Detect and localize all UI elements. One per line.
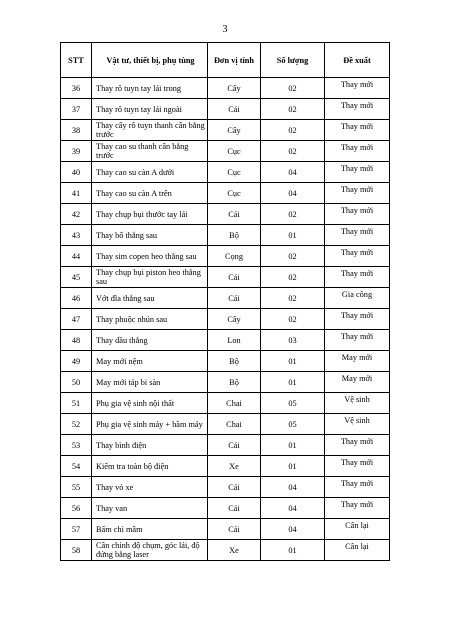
row-stt: 45 <box>61 267 92 288</box>
row-unit: Cọng <box>208 246 261 267</box>
row-proposal: Thay mới <box>325 267 390 288</box>
row-item-name: Thay bình điện <box>92 435 208 456</box>
row-stt: 41 <box>61 183 92 204</box>
table-row <box>61 141 390 162</box>
row-unit: Xe <box>208 456 261 477</box>
row-proposal: Thay mới <box>325 435 390 456</box>
table-row <box>61 246 390 267</box>
row-unit: Bộ <box>208 372 261 393</box>
row-proposal: Thay mới <box>325 498 390 519</box>
row-quantity: 01 <box>261 351 325 372</box>
row-stt: 49 <box>61 351 92 372</box>
row-quantity: 05 <box>261 414 325 435</box>
table-row <box>61 225 390 246</box>
row-stt: 46 <box>61 288 92 309</box>
row-proposal: May mới <box>325 372 390 393</box>
row-stt: 47 <box>61 309 92 330</box>
row-item-name: Bấm chì mâm <box>92 519 208 540</box>
table-row <box>61 435 390 456</box>
row-stt: 38 <box>61 120 92 141</box>
table-row <box>61 99 390 120</box>
row-item-name: Thay cao su càn A trên <box>92 183 208 204</box>
row-stt: 56 <box>61 498 92 519</box>
row-unit: Cái <box>208 204 261 225</box>
row-unit: Chai <box>208 414 261 435</box>
row-quantity: 03 <box>261 330 325 351</box>
row-item-name: Thay phuộc nhún sau <box>92 309 208 330</box>
table-row <box>61 456 390 477</box>
row-quantity: 02 <box>261 78 325 99</box>
row-item-name: Phụ gia vệ sinh nội thất <box>92 393 208 414</box>
row-item-name: May mới nệm <box>92 351 208 372</box>
row-proposal: May mới <box>325 351 390 372</box>
row-item-name: Thay cây rô tuyn thanh cân bằng trước <box>92 120 208 141</box>
row-item-name: Thay sim copen heo thắng sau <box>92 246 208 267</box>
row-quantity: 04 <box>261 183 325 204</box>
row-unit: Bộ <box>208 225 261 246</box>
row-quantity: 01 <box>261 372 325 393</box>
row-quantity: 02 <box>261 246 325 267</box>
page-number: 3 <box>222 24 228 35</box>
row-unit: Cục <box>208 141 261 162</box>
row-stt: 54 <box>61 456 92 477</box>
row-proposal: Thay mới <box>325 162 390 183</box>
table-row <box>61 414 390 435</box>
row-stt: 50 <box>61 372 92 393</box>
row-quantity: 01 <box>261 225 325 246</box>
row-quantity: 04 <box>261 162 325 183</box>
row-proposal: Thay mới <box>325 330 390 351</box>
row-quantity: 01 <box>261 435 325 456</box>
row-stt: 39 <box>61 141 92 162</box>
row-unit: Cái <box>208 288 261 309</box>
row-quantity: 04 <box>261 519 325 540</box>
row-unit: Cái <box>208 477 261 498</box>
row-item-name: May mới táp bi sàn <box>92 372 208 393</box>
row-item-name: Thay cao su thanh cân bằng trước <box>92 141 208 162</box>
row-proposal: Thay mới <box>325 309 390 330</box>
row-quantity: 04 <box>261 498 325 519</box>
row-unit: Cái <box>208 267 261 288</box>
row-proposal: Thay mới <box>325 204 390 225</box>
table-row <box>61 477 390 498</box>
row-stt: 40 <box>61 162 92 183</box>
row-proposal: Thay mới <box>325 456 390 477</box>
row-unit: Cái <box>208 99 261 120</box>
row-unit: Cái <box>208 498 261 519</box>
row-quantity: 02 <box>261 267 325 288</box>
row-unit: Cục <box>208 162 261 183</box>
table-row <box>61 540 390 561</box>
row-quantity: 02 <box>261 141 325 162</box>
row-item-name: Thay rô tuyn tay lái ngoài <box>92 99 208 120</box>
table-row <box>61 204 390 225</box>
row-item-name: Phụ gia vệ sinh máy + hầm máy <box>92 414 208 435</box>
row-unit: Lon <box>208 330 261 351</box>
table-row <box>61 78 390 99</box>
row-item-name: Cân chỉnh độ chụm, góc lái, độ đứng bằng laser <box>92 540 208 561</box>
row-stt: 51 <box>61 393 92 414</box>
row-unit: Cục <box>208 183 261 204</box>
row-stt: 44 <box>61 246 92 267</box>
table-row <box>61 120 390 141</box>
table-row <box>61 351 390 372</box>
header-proposal: Đề xuất <box>325 43 390 78</box>
parts-table <box>60 42 390 561</box>
row-item-name: Vớt đĩa thắng sau <box>92 288 208 309</box>
row-quantity: 02 <box>261 204 325 225</box>
table-row <box>61 393 390 414</box>
row-stt: 48 <box>61 330 92 351</box>
row-proposal: Cân lại <box>325 540 390 561</box>
header-quantity: Số lượng <box>261 43 325 78</box>
row-quantity: 02 <box>261 309 325 330</box>
table-row <box>61 372 390 393</box>
row-proposal: Thay mới <box>325 120 390 141</box>
row-item-name: Thay van <box>92 498 208 519</box>
row-quantity: 02 <box>261 99 325 120</box>
table-header-row <box>61 43 390 78</box>
table-row <box>61 330 390 351</box>
row-item-name: Thay chụp bụi thước tay lái <box>92 204 208 225</box>
row-proposal: Thay mới <box>325 99 390 120</box>
row-item-name: Thay rô tuyn tay lái trong <box>92 78 208 99</box>
row-proposal: Cân lại <box>325 519 390 540</box>
table-row <box>61 267 390 288</box>
header-unit: Đơn vị tính <box>208 43 261 78</box>
row-stt: 53 <box>61 435 92 456</box>
row-proposal: Thay mới <box>325 78 390 99</box>
table-row <box>61 309 390 330</box>
table-row <box>61 519 390 540</box>
row-unit: Chai <box>208 393 261 414</box>
row-item-name: Thay dầu thắng <box>92 330 208 351</box>
row-stt: 36 <box>61 78 92 99</box>
row-unit: Cái <box>208 519 261 540</box>
row-item-name: Kiểm tra toàn bộ điện <box>92 456 208 477</box>
row-quantity: 02 <box>261 288 325 309</box>
row-proposal: Gia công <box>325 288 390 309</box>
row-item-name: Thay chụp bụi piston heo thắng sau <box>92 267 208 288</box>
header-stt: STT <box>61 43 92 78</box>
row-quantity: 02 <box>261 120 325 141</box>
row-stt: 43 <box>61 225 92 246</box>
row-stt: 37 <box>61 99 92 120</box>
row-unit: Bộ <box>208 351 261 372</box>
row-quantity: 05 <box>261 393 325 414</box>
row-item-name: Thay bố thắng sau <box>92 225 208 246</box>
row-quantity: 04 <box>261 477 325 498</box>
row-unit: Xe <box>208 540 261 561</box>
table-row <box>61 498 390 519</box>
row-proposal: Thay mới <box>325 246 390 267</box>
row-proposal: Thay mới <box>325 141 390 162</box>
table-body <box>61 78 390 561</box>
table-row <box>61 162 390 183</box>
row-stt: 52 <box>61 414 92 435</box>
row-item-name: Thay cao su càn A dưới <box>92 162 208 183</box>
row-proposal: Vệ sinh <box>325 414 390 435</box>
row-unit: Cái <box>208 435 261 456</box>
header-item-name: Vật tư, thiết bị, phụ tùng <box>92 43 208 78</box>
row-proposal: Thay mới <box>325 477 390 498</box>
row-unit: Cây <box>208 309 261 330</box>
row-item-name: Thay vỏ xe <box>92 477 208 498</box>
row-proposal: Thay mới <box>325 183 390 204</box>
row-stt: 58 <box>61 540 92 561</box>
table-row <box>61 288 390 309</box>
row-proposal: Thay mới <box>325 225 390 246</box>
row-unit: Cây <box>208 120 261 141</box>
row-stt: 55 <box>61 477 92 498</box>
row-stt: 42 <box>61 204 92 225</box>
row-quantity: 01 <box>261 540 325 561</box>
row-unit: Cây <box>208 78 261 99</box>
row-stt: 57 <box>61 519 92 540</box>
row-quantity: 01 <box>261 456 325 477</box>
row-proposal: Vệ sinh <box>325 393 390 414</box>
table-row <box>61 183 390 204</box>
